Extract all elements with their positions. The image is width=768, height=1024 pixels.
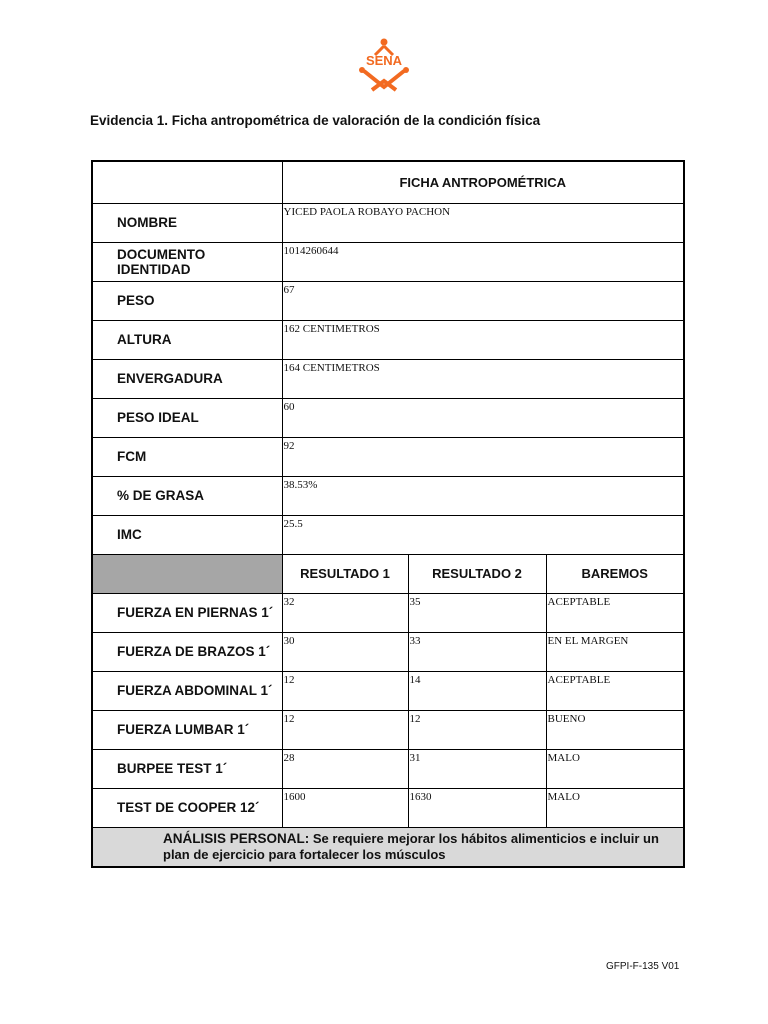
test-result-1: 12 (282, 710, 408, 749)
results-header-blank (92, 554, 282, 593)
field-label: ALTURA (92, 320, 282, 359)
test-result-1: 30 (282, 632, 408, 671)
results-column-header: RESULTADO 2 (408, 554, 546, 593)
data-row (92, 203, 684, 242)
test-result-2: 1630 (408, 788, 546, 827)
data-row (92, 281, 684, 320)
ficha-header: FICHA ANTROPOMÉTRICA (282, 161, 684, 203)
field-value: YICED PAOLA ROBAYO PACHON (282, 203, 684, 242)
results-header-row (92, 554, 684, 593)
field-label: PESO IDEAL (92, 398, 282, 437)
field-value: 38.53% (282, 476, 684, 515)
data-row (92, 359, 684, 398)
field-label: NOMBRE (92, 203, 282, 242)
test-label: FUERZA DE BRAZOS 1´ (92, 632, 282, 671)
test-baremo: ACEPTABLE (546, 671, 684, 710)
field-value: 162 CENTIMETROS (282, 320, 684, 359)
field-label: IMC (92, 515, 282, 554)
test-result-2: 33 (408, 632, 546, 671)
results-column-header: RESULTADO 1 (282, 554, 408, 593)
test-row (92, 671, 684, 710)
field-value: 1014260644 (282, 242, 684, 281)
analysis-text: Se requiere mejorar los hábitos alimenticios e incluir un plan de ejercicio para fortalecer los músculos (163, 830, 659, 862)
table-header-row (92, 161, 684, 203)
field-value: 164 CENTIMETROS (282, 359, 684, 398)
test-baremo: MALO (546, 788, 684, 827)
test-result-1: 1600 (282, 788, 408, 827)
test-result-1: 32 (282, 593, 408, 632)
test-result-1: 12 (282, 671, 408, 710)
test-row (92, 749, 684, 788)
analysis-row (92, 827, 684, 867)
test-label: TEST DE COOPER 12´ (92, 788, 282, 827)
test-baremo: EN EL MARGEN (546, 632, 684, 671)
field-value: 25.5 (282, 515, 684, 554)
test-baremo: MALO (546, 749, 684, 788)
field-label: DOCUMENTO IDENTIDAD (92, 242, 282, 281)
test-row (92, 710, 684, 749)
data-row (92, 320, 684, 359)
test-result-1: 28 (282, 749, 408, 788)
form-code: GFPI-F-135 V01 (606, 961, 680, 972)
sena-logo (354, 37, 414, 97)
test-result-2: 12 (408, 710, 546, 749)
data-row (92, 515, 684, 554)
personal-analysis (92, 827, 684, 867)
test-row (92, 632, 684, 671)
field-value: 60 (282, 398, 684, 437)
test-label: BURPEE TEST 1´ (92, 749, 282, 788)
data-row (92, 242, 684, 281)
test-result-2: 14 (408, 671, 546, 710)
test-row (92, 593, 684, 632)
field-label: FCM (92, 437, 282, 476)
field-label: ENVERGADURA (92, 359, 282, 398)
field-value: 92 (282, 437, 684, 476)
test-baremo: BUENO (546, 710, 684, 749)
test-label: FUERZA ABDOMINAL 1´ (92, 671, 282, 710)
field-label: % DE GRASA (92, 476, 282, 515)
test-row (92, 788, 684, 827)
ficha-table (91, 160, 685, 868)
logo-text: SENA (365, 53, 403, 68)
data-row (92, 398, 684, 437)
test-result-2: 31 (408, 749, 546, 788)
test-result-2: 35 (408, 593, 546, 632)
test-baremo: ACEPTABLE (546, 593, 684, 632)
field-label: PESO (92, 281, 282, 320)
test-label: FUERZA LUMBAR 1´ (92, 710, 282, 749)
header-empty-cell (92, 161, 282, 203)
data-row (92, 437, 684, 476)
test-label: FUERZA EN PIERNAS 1´ (92, 593, 282, 632)
document-title: Evidencia 1. Ficha antropométrica de valoración de la condición física (90, 113, 541, 128)
data-row (92, 476, 684, 515)
results-column-header: BAREMOS (546, 554, 684, 593)
field-value: 67 (282, 281, 684, 320)
analysis-caption: ANÁLISIS PERSONAL: (163, 830, 310, 846)
